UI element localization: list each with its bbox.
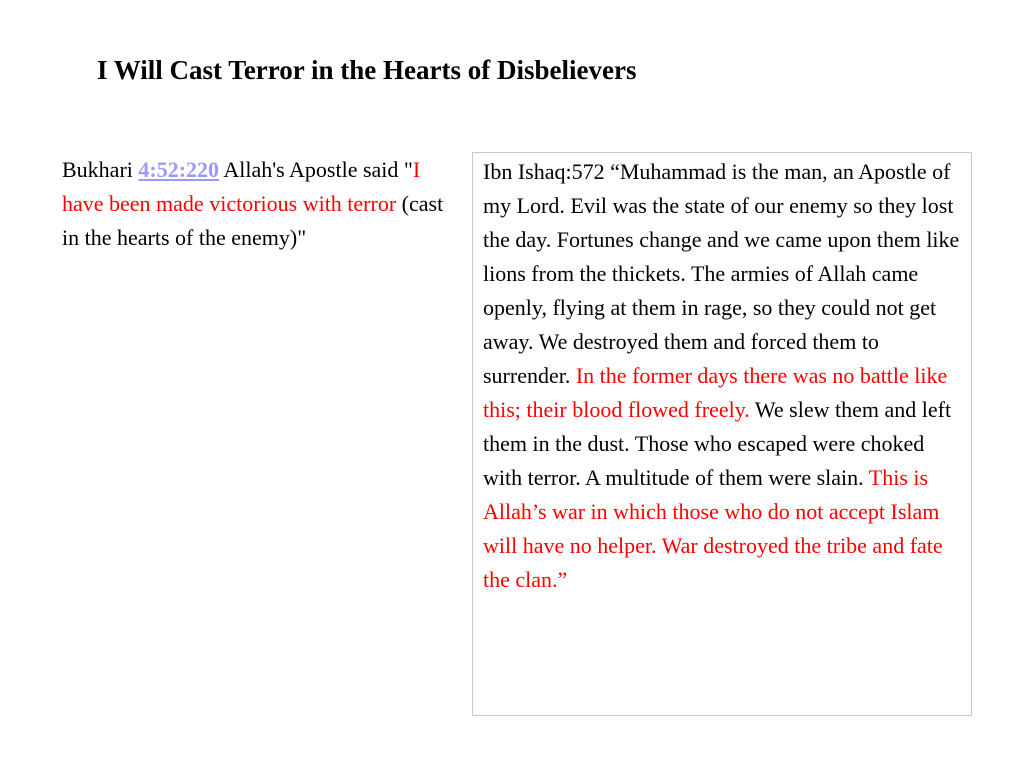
slide-title: I Will Cast Terror in the Hearts of Disbelievers: [97, 55, 637, 85]
quote-segment-4-emphasis: This is Allah’s war in which those who do not accept Islam will have no helper. War destroyed the tribe and fate the clan.”: [483, 465, 943, 592]
hadith-reference-link[interactable]: 4:52:220: [138, 157, 220, 182]
quote-segment-3: We slew them and left them in the dust. Those who escaped were choked with terror. A multitude of them were slain.: [483, 397, 952, 490]
quote-emphasis: I have been made victorious with terror: [62, 157, 421, 216]
quote-segment-2-emphasis: In the former days there was no battle like this; their blood flowed freely.: [483, 363, 948, 422]
bukhari-quote: [62, 153, 447, 255]
quote-intro: Allah's Apostle said ": [223, 157, 413, 182]
ibn-ishaq-quote-box: [472, 152, 972, 716]
quote-ending: (cast in the hearts of the enemy)": [62, 191, 444, 250]
quote-segment-1: Ibn Ishaq:572 “Muhammad is the man, an Apostle of my Lord. Evil was the state of our enemy so they lost the day. Fortunes change and we came upon them like lions from the thickets. The armies of Allah came openly, flying at them in rage, so they could not get away. We destroyed them and forced them to surrender.: [483, 159, 960, 388]
source-label: Bukhari: [62, 157, 133, 182]
